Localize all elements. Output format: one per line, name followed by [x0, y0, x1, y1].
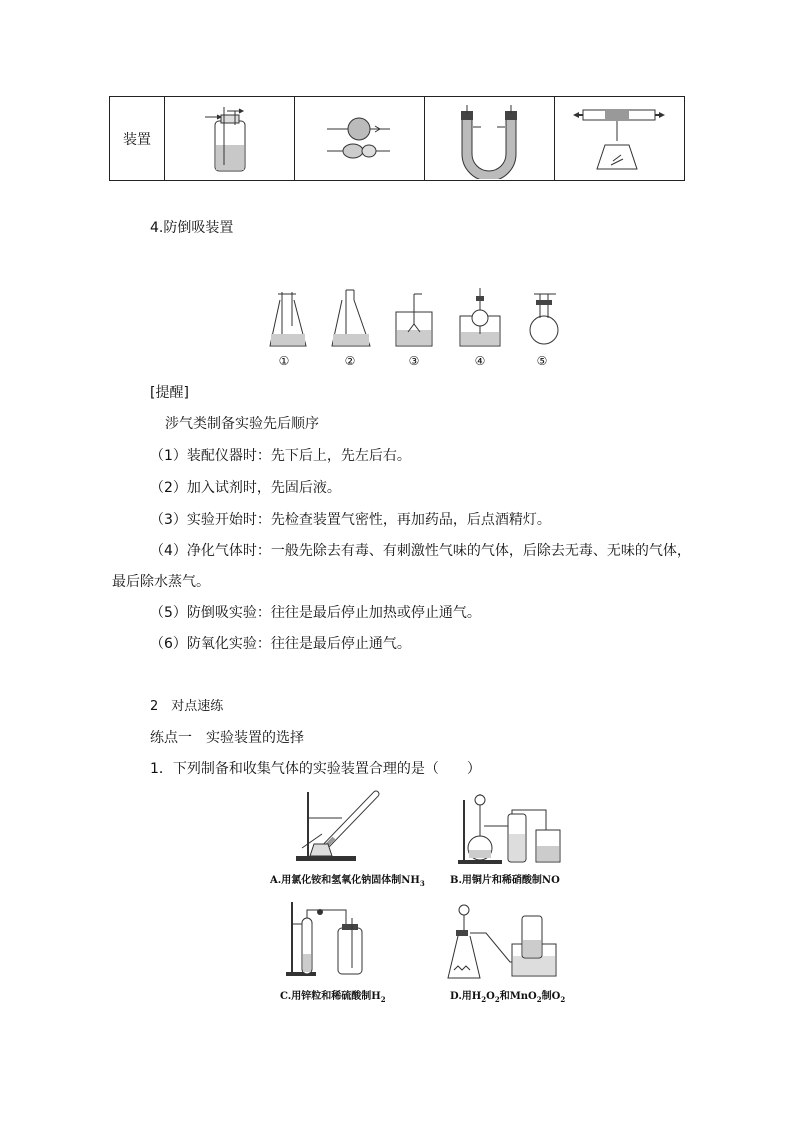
- figure-option-b: [456, 790, 566, 866]
- figure-option-c: [282, 898, 382, 980]
- caption-option-b: B.用铜片和稀硝酸制NO: [450, 875, 560, 886]
- tip-item-6: （6）防氧化实验：往往是最后停止通气。: [150, 636, 411, 652]
- label-1: ①: [278, 354, 290, 368]
- device-gas-washing-bottle: [165, 97, 295, 181]
- tip-item-4: （4）净化气体时：一般先除去有毒、有刺激性气味的气体，后除去无毒、无味的气体，: [150, 543, 691, 559]
- exercise-heading: 练点一 实验装置的选择: [150, 730, 304, 746]
- tip-item-2: （2）加入试剂时，先固后液。: [150, 480, 341, 496]
- figure-option-a: [292, 788, 392, 864]
- section-2-title: 2 对点速练: [150, 699, 224, 714]
- apparatus-1: [270, 292, 306, 346]
- antisuck-figure: [262, 286, 562, 352]
- apparatus-5: [530, 294, 558, 344]
- apparatus-2: [332, 290, 370, 346]
- question-1: 1．下列制备和收集气体的实验装置合理的是（ ）: [150, 761, 481, 777]
- section-4-title: 4.防倒吸装置: [150, 220, 234, 236]
- tip-heading: [提醒]: [150, 385, 189, 401]
- tip-item-1: （1）装配仪器时：先下后上，先左后右。: [150, 448, 411, 464]
- label-2: ②: [344, 354, 356, 368]
- label-3: ③: [408, 354, 420, 368]
- caption-option-c: C.用锌粒和稀硫酸制$H_2$: [280, 991, 386, 1004]
- caption-option-a: A.用氯化铵和氢氧化钠固体制$NH_3$: [270, 875, 425, 888]
- device-drying-tube: [295, 97, 425, 181]
- label-5: ⑤: [536, 354, 548, 368]
- apparatus-4: [460, 288, 500, 346]
- apparatus-3: [396, 294, 432, 346]
- tip-subheading: 涉气类制备实验先后顺序: [165, 416, 319, 432]
- tip-item-3: （3）实验开始时：先检查装置气密性，再加药品，后点酒精灯。: [150, 512, 551, 528]
- tip-item-5: （5）防倒吸实验：往往是最后停止加热或停止通气。: [150, 605, 481, 621]
- device-heated-tube: [555, 97, 685, 181]
- tip-item-4-cont: 最后除水蒸气。: [112, 574, 210, 590]
- table-row-label: 装置: [110, 97, 165, 181]
- equipment-table: [109, 96, 685, 181]
- caption-option-d: D.用$H_2O_2$和MnO$_2$制$O_2$: [450, 991, 566, 1004]
- figure-option-d: [446, 900, 558, 982]
- device-u-tube: [425, 97, 555, 181]
- label-4: ④: [474, 354, 486, 368]
